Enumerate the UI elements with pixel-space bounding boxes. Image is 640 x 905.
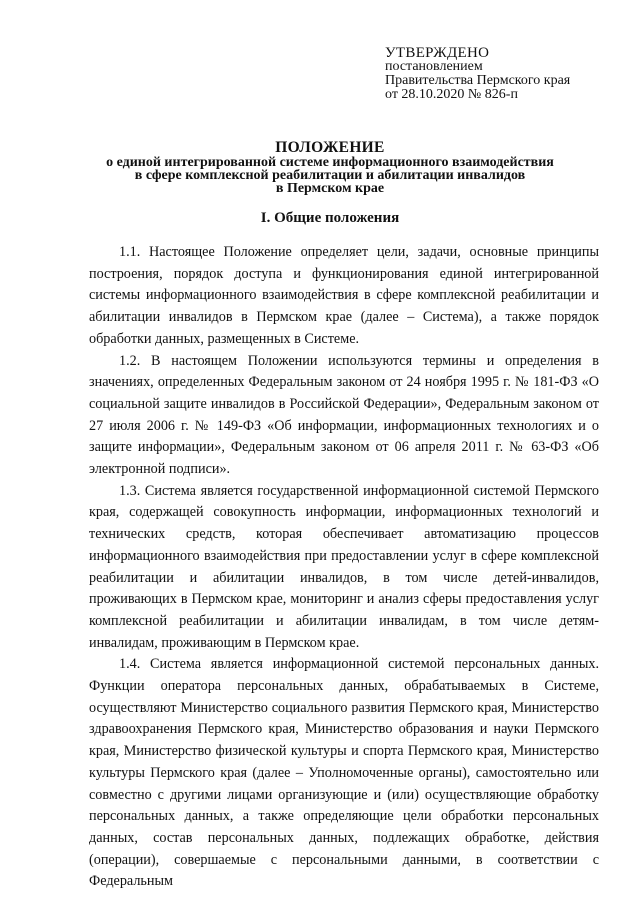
paragraph: 1.4. Система является информационной системой персональных данных. Функции оператора персональных данных, обрабатываемых в Системе, осуществляют Министерство социального развития Пермского края, Министерство здравоохранения Пермского края, Министерство образования и науки Пермского края, Министерство физической культуры и спорта Пермского края, Министерство культуры Пермского края (далее – Уполномоченные органы), самостоятельно или совместно с другими лицами организующие и (или) осуществляющие обработку персональных данных, а также определяющие цели обработки персональных данных, состав персональных данных, подлежащих обработке, действия (операции), совершаемые с персональными данными, в соответствии с Федеральным — [89, 656, 599, 890]
document-title: ПОЛОЖЕНИЕ — [275, 139, 385, 156]
document-title-block — [60, 139, 600, 195]
section-heading: I. Общие положения — [260, 210, 400, 226]
paragraph: 1.2. В настоящем Положении используются термины и определения в значениях, определенных Федеральным законом от 24 ноября 1995 г. № 181-ФЗ «О социальной защите инвалидов в Российской Федерации», Федеральным законом от 27 июля 2006 г. № 149-ФЗ «Об информации, информационных технологиях и о защите информации», Федеральным законом от 06 апреля 2011 г. № 63-ФЗ «Об электронной подписи». — [89, 352, 599, 478]
document-subtitle-line: о единой интегрированной системе информационного взаимодействия — [106, 155, 554, 170]
document-subtitle-line: в Пермском крае — [275, 181, 385, 196]
approval-line: постановлением — [385, 59, 483, 74]
paragraph: 1.3. Система является государственной информационной системой Пермского края, содержащей совокупность информации, информационных технологий и технических средств, которая обеспечивает автоматизацию процессов информационного взаимодействия при предоставлении услуг в сфере комплексной реабилитации и абилитации инвалидов, в том числе детей-инвалидов, проживающих в Пермском крае, мониторинг и анализ сферы предоставления услуг комплексной реабилитации и абилитации инвалидам, в том числе детям-инвалидам, проживающим в Пермском крае. — [89, 482, 599, 651]
approval-line: Правительства Пермского края — [385, 73, 571, 88]
approval-stamp — [385, 46, 625, 102]
document-subtitle-line: в сфере комплексной реабилитации и абилитации инвалидов — [134, 168, 526, 183]
approval-heading: УТВЕРЖДЕНО — [385, 45, 490, 61]
paragraph: 1.1. Настоящее Положение определяет цели, задачи, основные принципы построения, порядок доступа и функционирования единой интегрированной системы информационного взаимодействия в сфере комплексной реабилитации и абилитации инвалидов в Пермском крае (далее – Система), а также порядок обработки данных, размещенных в Системе. — [89, 244, 599, 347]
document-body — [89, 242, 599, 893]
approval-line: от 28.10.2020 № 826-п — [385, 87, 518, 102]
